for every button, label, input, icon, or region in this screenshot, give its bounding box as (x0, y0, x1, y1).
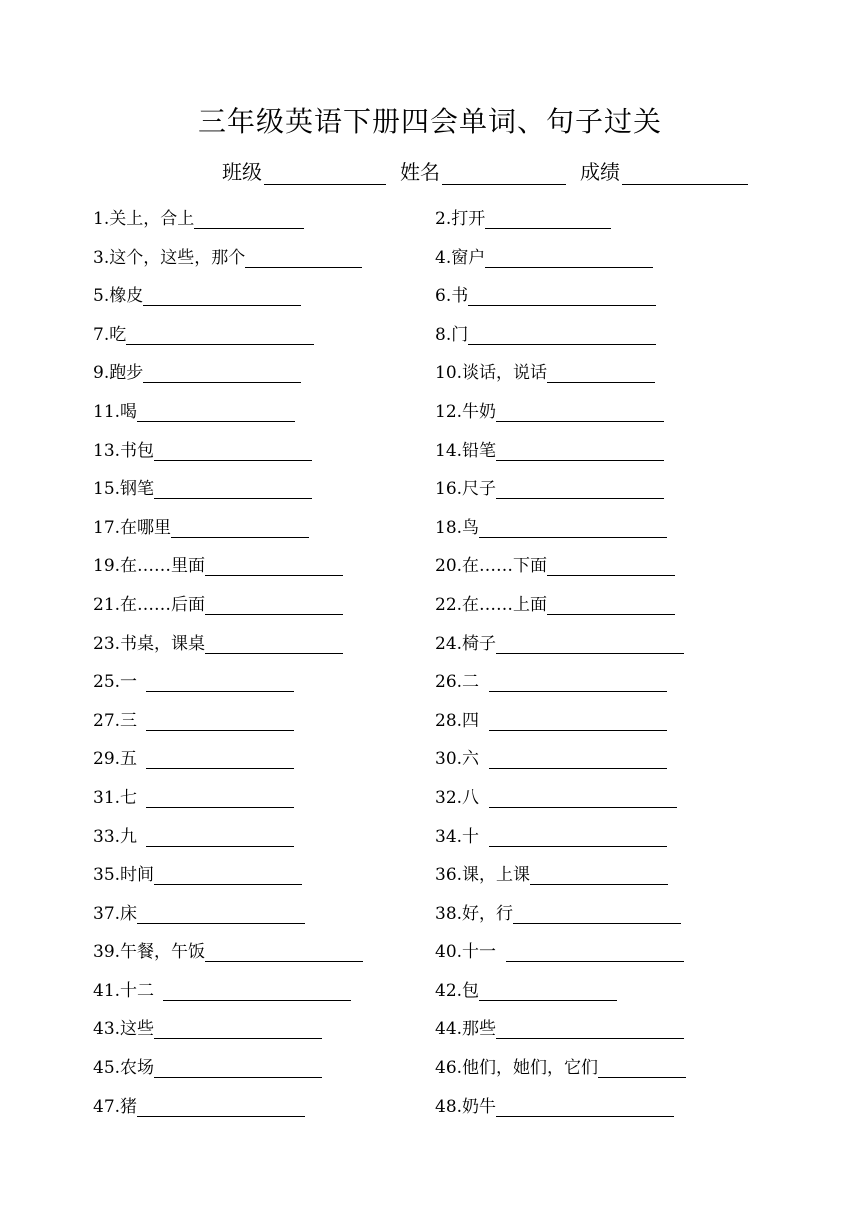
answer-blank[interactable] (154, 1020, 322, 1039)
vocab-item (435, 1090, 735, 1117)
vocab-item (435, 974, 735, 1001)
vocab-prompt: 28.四 (435, 710, 480, 731)
vocab-prompt: 9.跑步 (93, 363, 144, 384)
answer-blank[interactable] (489, 712, 667, 731)
vocab-item (435, 820, 735, 847)
vocab-prompt: 40.十一 (435, 942, 497, 963)
vocab-prompt: 21.在……后面 (93, 594, 206, 615)
answer-blank[interactable] (496, 403, 664, 422)
answer-blank[interactable] (205, 596, 343, 615)
vocab-prompt: 37.床 (93, 903, 138, 924)
answer-blank[interactable] (489, 750, 667, 769)
vocab-item (435, 742, 735, 769)
vocab-item (435, 1012, 735, 1039)
score-blank[interactable] (622, 164, 748, 185)
vocab-prompt: 44.那些 (435, 1019, 497, 1040)
answer-blank[interactable] (146, 828, 294, 847)
vocab-item (435, 627, 735, 654)
vocab-prompt: 29.五 (93, 749, 138, 770)
vocab-item (93, 627, 435, 654)
vocab-item (435, 511, 735, 538)
vocab-item (93, 1051, 435, 1078)
vocab-item (435, 356, 735, 383)
vocab-item (93, 935, 435, 962)
answer-blank[interactable] (146, 789, 294, 808)
answer-blank[interactable] (530, 866, 668, 885)
answer-blank[interactable] (513, 905, 681, 924)
answer-blank[interactable] (245, 249, 362, 268)
vocab-item (435, 318, 735, 345)
vocab-prompt: 39.午餐，午饭 (93, 942, 206, 963)
vocab-item (435, 858, 735, 885)
answer-blank[interactable] (137, 905, 305, 924)
vocab-item (93, 395, 435, 422)
vocab-item (93, 588, 435, 615)
answer-blank[interactable] (194, 210, 304, 229)
answer-blank[interactable] (205, 943, 363, 962)
vocab-prompt: 3.这个，这些，那个 (93, 247, 246, 268)
answer-blank[interactable] (143, 364, 301, 383)
vocab-item (93, 665, 435, 692)
answer-blank[interactable] (496, 1098, 674, 1117)
vocab-item (435, 472, 735, 499)
vocab-prompt: 11.喝 (93, 401, 138, 422)
answer-blank[interactable] (468, 326, 656, 345)
vocab-item (435, 1051, 735, 1078)
answer-blank[interactable] (154, 866, 302, 885)
vocab-item (435, 202, 735, 229)
vocab-item (93, 974, 435, 1001)
answer-blank[interactable] (496, 1020, 684, 1039)
vocab-prompt: 25.一 (93, 672, 138, 693)
vocab-prompt: 30.六 (435, 749, 480, 770)
vocab-prompt: 23.书桌，课桌 (93, 633, 206, 654)
vocab-item (435, 241, 735, 268)
vocab-prompt: 17.在哪里 (93, 517, 172, 538)
vocab-prompt: 15.钢笔 (93, 479, 155, 500)
vocab-prompt: 38.好，行 (435, 903, 514, 924)
vocab-prompt: 8.门 (435, 324, 469, 345)
name-label: 姓名 (400, 160, 440, 184)
vocab-prompt: 46.他们，她们，它们 (435, 1058, 599, 1079)
answer-blank[interactable] (485, 210, 611, 229)
vocab-prompt: 45.农场 (93, 1058, 155, 1079)
name-field (400, 156, 566, 185)
vocab-prompt: 7.吃 (93, 324, 127, 345)
vocab-prompt: 26.二 (435, 672, 480, 693)
answer-blank[interactable] (137, 1098, 305, 1117)
worksheet-title: 三年级英语下册四会单词、句子过关 (197, 105, 662, 138)
class-field (222, 156, 386, 185)
answer-blank[interactable] (496, 635, 684, 654)
vocab-prompt: 32.八 (435, 787, 480, 808)
vocab-item (435, 897, 735, 924)
answer-blank[interactable] (496, 442, 664, 461)
answer-blank[interactable] (547, 557, 675, 576)
answer-blank[interactable] (205, 557, 343, 576)
vocab-prompt: 42.包 (435, 980, 480, 1001)
answer-blank[interactable] (146, 750, 294, 769)
vocab-prompt: 2.打开 (435, 209, 486, 229)
score-field (580, 156, 748, 185)
vocab-item (435, 279, 735, 306)
vocab-prompt: 6.书 (435, 286, 469, 307)
vocab-item (435, 434, 735, 461)
answer-blank[interactable] (479, 982, 617, 1001)
answer-blank[interactable] (468, 287, 656, 306)
answer-blank[interactable] (547, 364, 655, 383)
answer-blank[interactable] (143, 287, 301, 306)
vocab-item (93, 356, 435, 383)
vocab-item (93, 781, 435, 808)
answer-blank[interactable] (137, 403, 295, 422)
answer-blank[interactable] (154, 480, 312, 499)
vocab-item (93, 318, 435, 345)
vocab-prompt: 13.书包 (93, 440, 155, 461)
answer-blank[interactable] (496, 480, 664, 499)
answer-blank[interactable] (126, 326, 314, 345)
vocab-prompt: 14.铅笔 (435, 440, 497, 461)
vocabulary-list (93, 202, 735, 1128)
vocab-item (93, 897, 435, 924)
answer-blank[interactable] (547, 596, 675, 615)
answer-blank[interactable] (205, 635, 343, 654)
vocab-item (435, 395, 735, 422)
vocab-prompt: 34.十 (435, 826, 480, 847)
vocab-prompt: 48.奶牛 (435, 1096, 497, 1117)
answer-blank[interactable] (489, 673, 667, 692)
vocab-prompt: 24.椅子 (435, 633, 497, 654)
vocab-prompt: 1.关上，合上 (93, 209, 195, 229)
vocab-prompt: 41.十二 (93, 980, 155, 1001)
vocab-item (93, 704, 435, 731)
vocab-prompt: 12.牛奶 (435, 401, 497, 422)
vocab-prompt: 35.时间 (93, 865, 155, 886)
vocab-item (93, 511, 435, 538)
vocab-item (93, 820, 435, 847)
vocab-prompt: 10.谈话，说话 (435, 363, 548, 384)
vocab-item (93, 858, 435, 885)
answer-blank[interactable] (489, 789, 677, 808)
vocab-item (435, 665, 735, 692)
vocab-prompt: 20.在……下面 (435, 556, 548, 577)
name-blank[interactable] (442, 164, 566, 185)
answer-blank[interactable] (146, 673, 294, 692)
vocab-item (435, 704, 735, 731)
vocab-item (93, 202, 435, 229)
vocab-item (93, 279, 435, 306)
vocab-prompt: 47.猪 (93, 1096, 138, 1117)
answer-blank[interactable] (163, 982, 351, 1001)
score-label: 成绩 (580, 160, 620, 184)
answer-blank[interactable] (479, 519, 667, 538)
vocab-prompt: 27.三 (93, 710, 138, 731)
vocab-prompt: 33.九 (93, 826, 138, 847)
answer-blank[interactable] (154, 442, 312, 461)
vocab-item (93, 472, 435, 499)
class-label: 班级 (222, 160, 262, 184)
class-blank[interactable] (264, 164, 386, 185)
vocab-item (93, 549, 435, 576)
vocab-item (93, 434, 435, 461)
student-info-row (222, 156, 762, 185)
vocab-prompt: 31.七 (93, 787, 138, 808)
vocab-item (93, 1012, 435, 1039)
vocab-item (435, 549, 735, 576)
vocab-prompt: 16.尺子 (435, 479, 497, 500)
vocab-prompt: 18.鸟 (435, 517, 480, 538)
vocab-prompt: 22.在……上面 (435, 594, 548, 615)
answer-blank[interactable] (146, 712, 294, 731)
vocab-item (93, 742, 435, 769)
vocab-item (435, 588, 735, 615)
vocab-item (435, 935, 735, 962)
answer-blank[interactable] (485, 249, 653, 268)
vocab-prompt: 4.窗户 (435, 247, 486, 268)
vocab-item (93, 241, 435, 268)
vocab-item (435, 781, 735, 808)
vocab-prompt: 5.橡皮 (93, 286, 144, 307)
vocab-prompt: 19.在……里面 (93, 556, 206, 577)
vocab-prompt: 36.课，上课 (435, 865, 531, 886)
answer-blank[interactable] (506, 943, 684, 962)
answer-blank[interactable] (598, 1059, 686, 1078)
answer-blank[interactable] (489, 828, 667, 847)
vocab-prompt: 43.这些 (93, 1019, 155, 1040)
answer-blank[interactable] (171, 519, 309, 538)
answer-blank[interactable] (154, 1059, 322, 1078)
vocab-item (93, 1090, 435, 1117)
